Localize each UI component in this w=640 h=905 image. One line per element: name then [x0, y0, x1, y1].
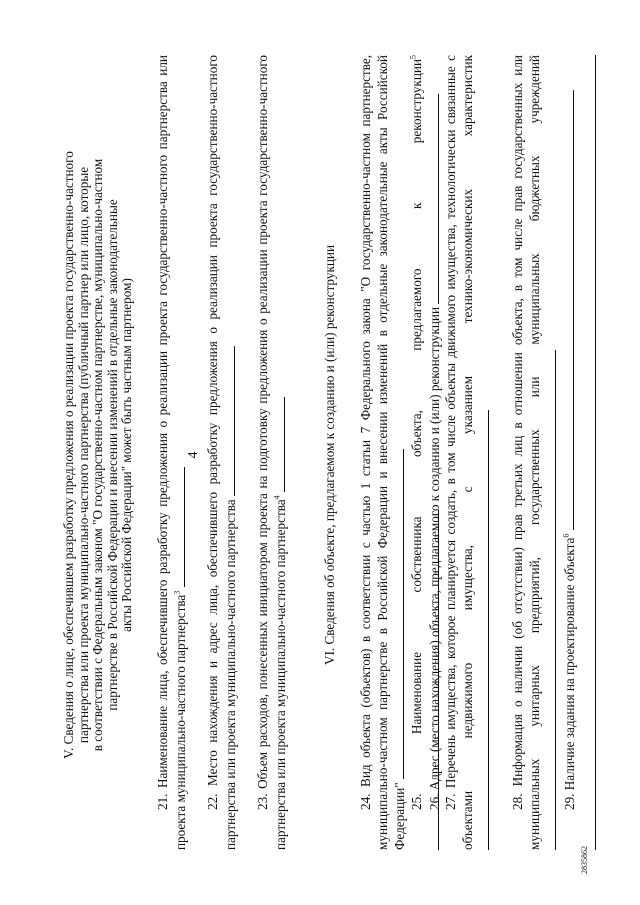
fill-line — [272, 397, 285, 492]
section-5-title-line: V. Сведения о лице, обеспечившем разработку предложения о реализации проекта государственно-частного — [61, 151, 76, 759]
item-28 — [510, 55, 561, 850]
item-25-text: 25. Наименование собственника объекта, предлагаемого к реконструкции — [409, 59, 424, 810]
section-5-title — [62, 70, 135, 840]
section-6-title: VI. Сведения об объекте, предлагаемом к созданию и (или) реконструкции — [322, 244, 337, 666]
rotated-page — [20, 30, 620, 880]
item-22 — [205, 55, 239, 850]
item-23 — [255, 55, 289, 850]
item-22-text: 22. Место нахождения и адрес лица, обеспечившего разработку предложения о реализации проекта государственно-частного партнерства или проекта муниципально-частного партнерства — [205, 55, 238, 850]
fill-line — [426, 94, 439, 304]
fill-line — [543, 350, 556, 850]
fill-line — [476, 410, 489, 850]
item-29 — [561, 55, 579, 850]
page-number: 4 — [186, 451, 201, 459]
item-26-text: 26. Адрес (место нахождения) объекта, предлагаемого к созданию и (или) реконструкции — [427, 306, 442, 810]
section-5-title-line: партнерства или проекта муниципально-частного партнерства (публичный партнер или лицо, которые — [75, 166, 91, 744]
item-21 — [155, 55, 189, 850]
item-21-text: 21. Наименование лица, обеспечившего разработку предложения о реализации проекта государственно-частного партнерства или проекта муниципально-частного партнерства — [155, 55, 188, 850]
item-27-text: 27. Перечень имущества, которое планируется создать, в том числе объекты движимого имущества, технологически связанные с объектами недвижимого имущества, с указанием технико-экономических характеристик — [443, 55, 475, 850]
section-5-title-line: в соответствии с Федеральным законом "О государственно-частном партнерстве, муниципально-частном — [90, 158, 106, 752]
blank-line — [595, 55, 596, 850]
fill-line — [172, 467, 185, 587]
item-29-text: 29. Наличие задания на проектирование объекта — [562, 537, 577, 810]
item-24 — [358, 55, 409, 850]
fill-line — [222, 346, 235, 496]
fill-line — [391, 449, 404, 779]
item-24-text: 24. Вид объекта (объектов) в соответствии с частью 1 статьи 7 Федерального закона "О государственно-частном партнерстве, муниципально-частном партнерстве в Российской Федерации и внесении изменений в отдельные законодательные акты Российской Федерации" — [358, 55, 408, 850]
item-26 — [426, 55, 444, 850]
document-code: 2835862 — [580, 846, 589, 874]
item-27 — [443, 55, 494, 850]
item-23-text: 23. Объем расходов, понесенных инициатором проекта на подготовку предложения о реализации проекта государственно-частного партнерства или проекта муниципально-частного партнерства — [255, 55, 288, 850]
item-28-text: 28. Информация о наличии (об отсутствии) прав третьих лиц в отношении объекта, в том числе прав государственных или муниципальных унитарных предприятий, государственных или муниципальных бюджетных учреждений — [510, 55, 542, 850]
footnote-ref: 6 — [561, 533, 571, 538]
footnote-ref: 5 — [408, 55, 418, 59]
fill-line — [561, 90, 574, 530]
section-5-title-line: партнерстве в Российской Федерации и внесении изменений в отдельные законодательные — [104, 199, 120, 711]
footnote-ref: 3 — [172, 590, 182, 595]
section-5-title-line: акты Российской Федерации" может быть частным партнером) — [119, 278, 135, 632]
footnote-ref: 4 — [272, 495, 282, 500]
